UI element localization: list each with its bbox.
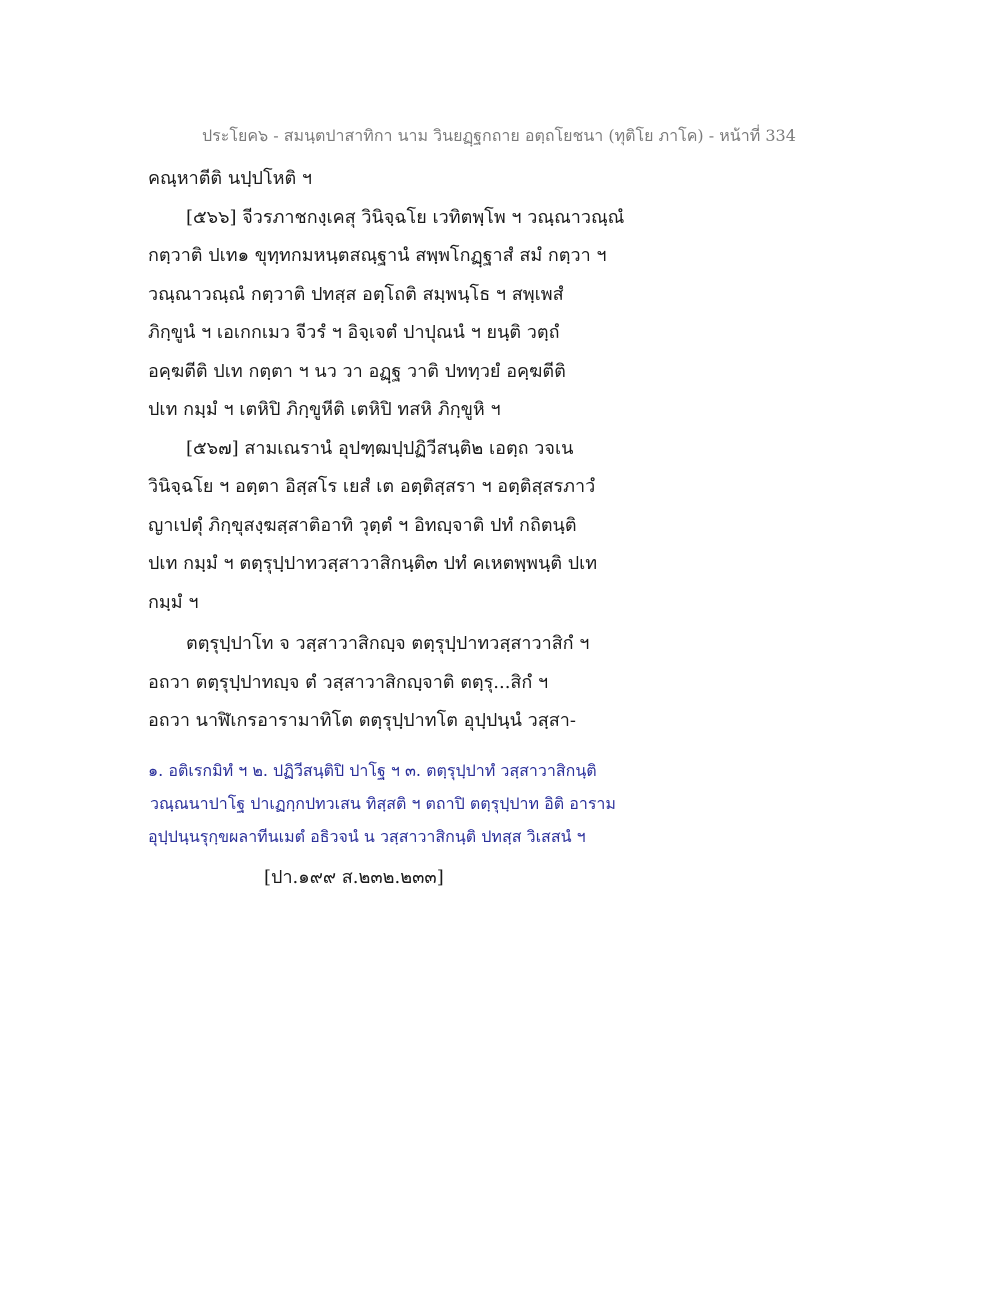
running-header: ประโยค๖ - สมนฺตปาสาทิกา นาม วินยฏฺฐกถาย อตฺถโยชนา (ทุติโย ภาโค) - หน้าที่ 334	[202, 126, 796, 145]
text-line: อคฺฆตีติ ปเท กตฺตา ฯ นว วา อฏฺฐ วาติ ปททฺวยํ อคฺฆตีติ	[148, 360, 566, 382]
footnotes	[148, 754, 668, 853]
text-line: วินิจฺฉโย ฯ อตฺตา อิสฺสโร เยสํ เต อตฺติสฺสรา ฯ อตฺติสฺสรภาวํ	[148, 476, 596, 497]
text-line: อถวา นาฬิเกรอารามาทิโต ตตฺรุปฺปาทโต อุปฺปนฺนํ วสฺสา-	[148, 710, 576, 731]
text-line: กตฺวาติ ปเท๑ ขุทฺทกมหนฺตสณฺฐานํ สพฺพโกฏฺฐาสํ สมํ กตฺวา ฯ	[148, 245, 607, 266]
main-text	[148, 160, 668, 741]
text-line: วณฺณาวณฺณํ กตฺวาติ ปทสฺส อตฺโถติ สมฺพนฺโธ ฯ สพฺเพสํ	[148, 283, 564, 305]
text-line: คณฺหาตีติ นปฺปโหติ ฯ	[148, 168, 313, 189]
page-reference: [ปา.๑๙๙ ส.๒๓๒.๒๓๓]	[264, 867, 444, 888]
footnote-line: วณฺณนาปาโฐ ปาเฏกฺกปทวเสน ทิสฺสติ ฯ ตถาปิ ตตฺรุปฺปาท อิติ อาราม	[150, 794, 616, 813]
paragraph-566-start: [๕๖๖] จีวรภาชกงฺเคสุ วินิจฺฉโย เวทิตพฺโพ ฯ วณฺณาวณฺณํ	[186, 206, 625, 228]
text-line: ภิกฺขูนํ ฯ เอเกกเมว จีวรํ ฯ อิจฺเจตํ ปาปุณนํ ฯ ยนฺติ วตฺถํ	[148, 322, 560, 343]
paragraph-567-start: [๕๖๗] สามเณรานํ อุปฑฺฒปฺปฏิวีสนฺติ๒ เอตฺถ วจเน	[186, 437, 574, 459]
footnote-line: อุปฺปนฺนรุกฺขผลาทีนเมตํ อธิวจนํ น วสฺสาวาสิกนฺติ ปทสฺส วิเสสนํ ฯ	[148, 827, 586, 846]
text-line: อถวา ตตฺรุปฺปาทญฺจ ตํ วสฺสาวาสิกญฺจาติ ตตฺรุ...สิกํ ฯ	[148, 671, 549, 693]
text-line: ปเท กมฺมํ ฯ เตหิปิ ภิกฺขูหีติ เตหิปิ ทสหิ ภิกฺขูหิ ฯ	[148, 399, 501, 420]
text-line: กมฺมํ ฯ	[148, 591, 199, 613]
text-line: ปเท กมฺมํ ฯ ตตฺรุปฺปาทวสฺสาวาสิกนฺติ๓ ปทํ คเหตพฺพนฺติ ปเท	[148, 553, 598, 574]
paragraph-start: ตตฺรุปฺปาโท จ วสฺสาวาสิกญฺจ ตตฺรุปฺปาทวสฺสาวาสิกํ ฯ	[186, 633, 590, 654]
text-line: ญาเปตุํ ภิกฺขุสงฺฆสฺสาติอาทิ วุตฺตํ ฯ อิทญฺจาติ ปทํ กถิตนฺติ	[148, 514, 577, 536]
footnote-line: ๑. อติเรกมิทํ ฯ ๒. ปฏิวีสนฺติปิ ปาโฐ ฯ ๓. ตตฺรุปฺปาทํ วสฺสาวาสิกนฺติ	[148, 761, 597, 780]
